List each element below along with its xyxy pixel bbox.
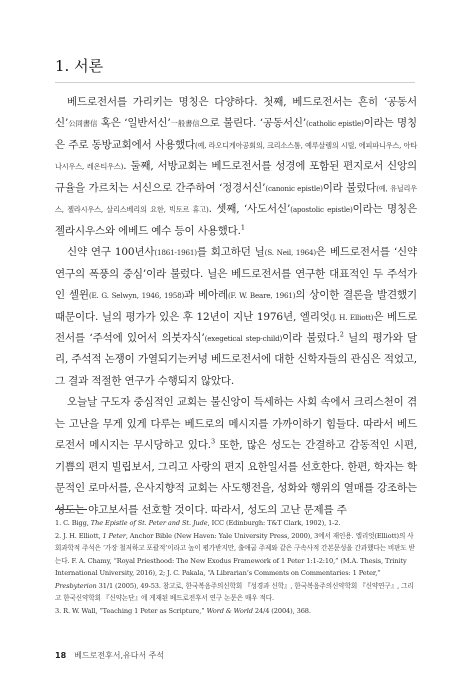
annotation: (canonic epistle): [265, 183, 323, 193]
footnote-title: The Epistle of St. Peter and St. Jude: [90, 519, 208, 527]
paragraph-2: [55, 242, 417, 392]
text-run: 신약 연구 100년사: [67, 246, 155, 259]
text-run: 또한, 많은 성도는 간결하고 감동적인 시편, 기쁨의 편지 빌립보서, 그리고 사랑의 편지 요한일서를 선호한다. 한편, 학자는 학문적인 로마서를, 은사지향적 교회는 사도행전을, 성화와 행위의 열매를 강조하는 성도는 야고보서를 선호할 것이다. 따라서, 성도의 고난 문제를 주: [55, 439, 418, 516]
footnote-text: 2. J. H. Elliott,: [55, 531, 103, 540]
text-run: 닐의 평가와 달리, 주석적 논쟁이 가열되기는커녕 베드로전서에 대한 신학자들의 관심은 적었고, 그 결과 적절한 연구가 수행되지 않았다.: [55, 331, 418, 387]
footnote-1: [55, 517, 417, 530]
annotation: (F. W. Beare, 1961): [227, 291, 296, 301]
text-run: 으로 불린다. ‘공동서신’: [199, 117, 307, 130]
annotation: (S. Neil, 1964): [264, 248, 317, 258]
text-run: 혹은 ‘일반서신’: [97, 117, 171, 130]
page-footer: [55, 650, 164, 661]
text-run: 이라 불렀다: [322, 181, 377, 194]
footnote-title: Word & World: [206, 606, 253, 615]
footnote-text: 1. C. Bigg,: [55, 519, 91, 527]
text-run: . 셋째, ‘사도서신’: [208, 203, 291, 216]
section-title: 1. 서론: [55, 57, 104, 75]
text-run: 를 회고하던 닐: [196, 246, 265, 259]
footnote-divider: [55, 509, 87, 510]
footnote-text: 24/4 (2004), 368.: [252, 606, 311, 615]
page-number: 18: [55, 651, 67, 660]
footnote-text: , ICC (Edinburgh: T&T Clark, 1902), 1-2.: [207, 519, 341, 527]
text-run: 은 베드로전서를 ‘주석에 있어서 의붓자식’: [55, 310, 418, 344]
text-run: 이라 불렀다.: [282, 331, 340, 344]
text-run: . 둘째, 서방교회는 베드로전서를 성경에 포함된 편지로서 신앙의 규율을 가르치는 서신으로 간주하여 ‘정경서신’: [55, 160, 417, 194]
footnote-ref-2[interactable]: 2: [339, 330, 344, 339]
footnote-text: , Anchor Bible (New Haven: Yale University Press, 2000), 3에서 재인용. 엘리엇(Elliott)의 사회과학적 주석은 ‘가장 철저하고 포괄적’이라고 높이 평가받지만, 출애굽 주제와 같은 구속사적 간본문성을 간과했다는 비판도 받는다. F. A. Chamy, “Royal Priesthood: The New Exodus Framework of 1 Peter 1:1-2:10,” (M.A. Thesis, Trinity International University, 2016), 2; J. C. Pakala, “A Librarian’s Comments on Commentaries: 1 Peter,”: [55, 531, 415, 577]
annotation: (예, 라오디게아공회의, 크리소스톰, 예루살렘의 시릴, 에피파니우스, 아타나시우스, 레온티우스): [55, 140, 417, 172]
paragraph-3: [55, 392, 417, 521]
annotation: (catholic epistle): [306, 119, 364, 129]
footnote-text: 3. R. W. Wall, “Teaching 1 Peter as Scripture,”: [55, 606, 207, 615]
text-run: 과 베아레: [184, 289, 228, 302]
paragraph-1: [55, 92, 417, 242]
footnote-text: 31/1 (2005), 49-53. 참고로, 한국복음주의신학회 『성경과 신학』, 한국복음주의신약학회 『신약연구』, 그리고 한국신약학회 『신약논단』에 게재된 베드로전후서 연구 논문은 매우 적다.: [55, 581, 414, 602]
book-title: 베드로전후서,유다서 주석: [74, 651, 165, 660]
footnote-2: [55, 530, 417, 605]
footnote-title: 1 Peter: [102, 531, 126, 540]
annotation: (E. G. Selwyn, 1946, 1958): [88, 291, 185, 301]
footnote-3: [55, 605, 417, 618]
annotation: (1861-1961): [154, 248, 197, 258]
footnote-title: Presbyterion: [55, 581, 97, 590]
text-run: 의 상이한 결론을 발견했기 때문이다. 닐의 평가가 있은 후 12년이 지난 1976년, 엘리엇: [55, 289, 418, 323]
footnotes: [55, 517, 417, 617]
body-text: [55, 92, 417, 521]
footnote-ref-3[interactable]: 3: [210, 437, 215, 446]
text-run: 은 베드로전서를 ‘신약연구의 폭풍의 중심’이라 불렀다. 닐은 베드로전서를 연구한 대표적인 두 주석가인 셀윈: [55, 246, 417, 302]
annotation: (J. H. Elliott): [329, 312, 374, 322]
annotation: 一般書信: [170, 119, 200, 129]
text-run: 오늘날 구도자 중심적인 교회는 불신앙이 득세하는 사회 속에서 크리스천이 겪는 고난을 무게 있게 다루는 베드로의 메시지를 가까이하기 힘들다. 따라서 베드로전서 메시지는 무시당하고 있다.: [55, 396, 417, 452]
annotation: (exegetical step-child): [204, 333, 283, 343]
text-run: 베드로전서를 가리키는 명칭은 다양하다. 첫째, 베드로전서는 흔히 ‘공동서신’: [55, 96, 417, 130]
footnote-ref-1[interactable]: 1: [240, 223, 245, 232]
annotation: (예, 유닐리우스, 젤라시우스, 살리스베리의 요한, 빅토르 휴고): [55, 183, 418, 215]
annotation: (apostolic epistle): [290, 205, 353, 215]
text-run: 이라는 명칭은 젤라시우스와 에베드 예수 등이 사용했다.: [55, 203, 417, 237]
text-run: 이라는 명칭은 주로 동방교회에서 사용했다: [55, 117, 417, 151]
title-divider: [55, 82, 415, 83]
annotation: 公同書信: [68, 119, 98, 129]
